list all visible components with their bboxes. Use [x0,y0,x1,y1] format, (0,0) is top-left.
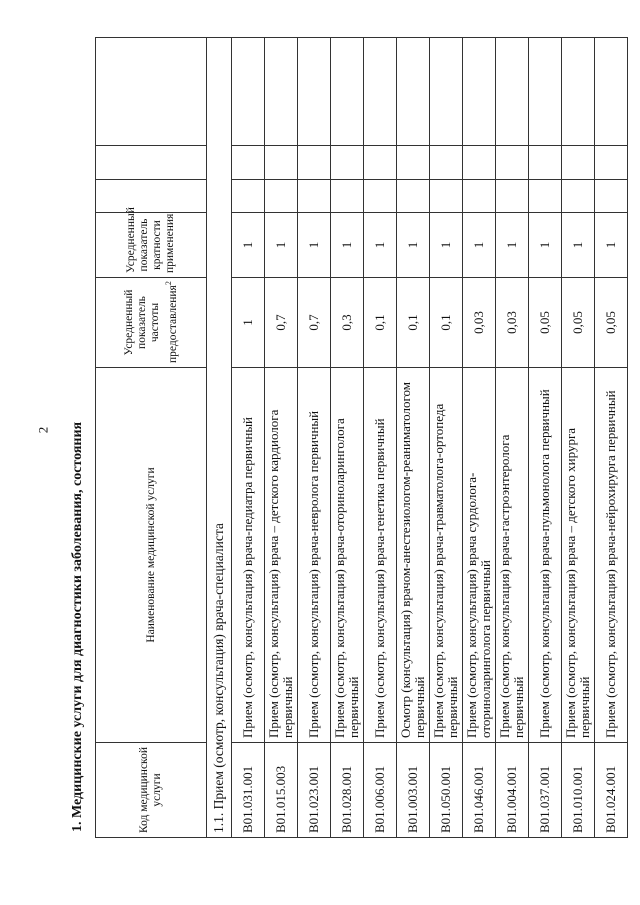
cell-name: Прием (осмотр, консультация) врача – детского хирурга первичный [562,368,595,743]
page-number: 2 [35,426,51,434]
table-row [430,38,463,838]
cell-empty [265,38,298,146]
cell-mult: 1 [463,213,496,278]
table-row [463,38,496,838]
cell-name: Прием (осмотр, консультация) врача-генетика первичный [364,368,397,743]
cell-empty [529,146,562,180]
cell-mult: 1 [496,213,529,278]
cell-empty [364,180,397,213]
subsection-title: 1.1. Прием (осмотр, консультация) врача-специалиста [207,38,232,838]
cell-empty [463,180,496,213]
cell-empty [265,146,298,180]
table-row [232,38,265,838]
cell-name: Прием (осмотр, консультация) врача-гастроэнтеролога первичный [496,368,529,743]
cell-freq: 0,7 [265,278,298,368]
cell-empty [562,38,595,146]
cell-code: В01.024.001 [595,743,628,838]
cell-code: В01.015.003 [265,743,298,838]
cell-empty [397,146,430,180]
cell-code: В01.003.001 [397,743,430,838]
table-row [331,38,364,838]
cell-freq: 0,03 [463,278,496,368]
cell-mult: 1 [364,213,397,278]
header-name: Наименование медицинской услуги [96,368,207,743]
cell-name: Прием (осмотр, консультация) врача-оториноларинголога первичный [331,368,364,743]
cell-empty [595,146,628,180]
cell-empty [265,180,298,213]
cell-mult: 1 [529,213,562,278]
cell-code: В01.037.001 [529,743,562,838]
cell-name: Прием (осмотр, консультация) врача – детского кардиолога первичный [265,368,298,743]
cell-empty [232,180,265,213]
cell-code: В01.028.001 [331,743,364,838]
cell-empty [496,146,529,180]
cell-freq: 0,1 [397,278,430,368]
cell-code: В01.031.001 [232,743,265,838]
cell-name: Прием (осмотр, консультация) врача-невролога первичный [298,368,331,743]
cell-freq: 0,03 [496,278,529,368]
cell-empty [397,38,430,146]
cell-empty [562,146,595,180]
cell-empty [496,180,529,213]
cell-mult: 1 [562,213,595,278]
cell-empty [430,38,463,146]
cell-empty [232,38,265,146]
cell-empty [496,38,529,146]
table-row [364,38,397,838]
cell-freq: 0,05 [595,278,628,368]
cell-empty [331,38,364,146]
cell-code: В01.046.001 [463,743,496,838]
cell-mult: 1 [331,213,364,278]
subsection-title-row [207,38,232,838]
footnote-marker: 2 [163,281,173,286]
cell-name: Прием (осмотр, консультация) врача-травматолога-ортопеда первичный [430,368,463,743]
cell-empty [430,146,463,180]
header-freq-label: Усредненный показатель частоты предоставления [122,285,179,363]
cell-empty [232,146,265,180]
header-mult: Усредненный показатель кратности применения [96,213,207,278]
cell-freq: 0,1 [364,278,397,368]
cell-freq: 1 [232,278,265,368]
rotated-page-content [67,38,620,838]
header-empty-3 [96,38,207,146]
cell-empty [529,180,562,213]
cell-empty [463,38,496,146]
cell-empty [430,180,463,213]
cell-mult: 1 [298,213,331,278]
cell-empty [364,146,397,180]
cell-empty [595,38,628,146]
table-row [265,38,298,838]
cell-code: В01.023.001 [298,743,331,838]
cell-empty [397,180,430,213]
table-row [298,38,331,838]
cell-freq: 0,3 [331,278,364,368]
cell-empty [529,38,562,146]
cell-mult: 1 [595,213,628,278]
table-row [562,38,595,838]
services-table [95,37,628,838]
table-row [397,38,430,838]
cell-name: Прием (осмотр, консультация) врача-педиатра первичный [232,368,265,743]
header-empty-1 [96,180,207,213]
cell-code: В01.050.001 [430,743,463,838]
cell-freq: 0,05 [529,278,562,368]
cell-empty [595,180,628,213]
cell-empty [463,146,496,180]
cell-name: Осмотр (консультация) врачом-анестезиологом-реаниматологом первичный [397,368,430,743]
cell-code: В01.004.001 [496,743,529,838]
section-heading: 1. Медицинские услуги для диагностики заболевания, состояния [70,421,85,832]
cell-name: Прием (осмотр, консультация) врача-пульмонолога первичный [529,368,562,743]
header-freq [96,278,207,368]
header-empty-2 [96,146,207,180]
table-row [595,38,628,838]
header-code: Код медицинской услуги [96,743,207,838]
cell-empty [331,146,364,180]
table-header-row [96,38,207,838]
cell-freq: 0,05 [562,278,595,368]
cell-empty [364,38,397,146]
cell-empty [562,180,595,213]
cell-code: В01.006.001 [364,743,397,838]
cell-empty [298,146,331,180]
table-row [529,38,562,838]
cell-empty [298,38,331,146]
cell-mult: 1 [430,213,463,278]
cell-freq: 0,7 [298,278,331,368]
cell-freq: 0,1 [430,278,463,368]
cell-empty [298,180,331,213]
cell-name: Прием (осмотр, консультация) врача сурдолога-оториноларинголога первичный [463,368,496,743]
table-row [496,38,529,838]
cell-mult: 1 [265,213,298,278]
cell-mult: 1 [232,213,265,278]
cell-code: В01.010.001 [562,743,595,838]
cell-empty [331,180,364,213]
cell-mult: 1 [397,213,430,278]
cell-name: Прием (осмотр, консультация) врача-нейрохирурга первичный [595,368,628,743]
